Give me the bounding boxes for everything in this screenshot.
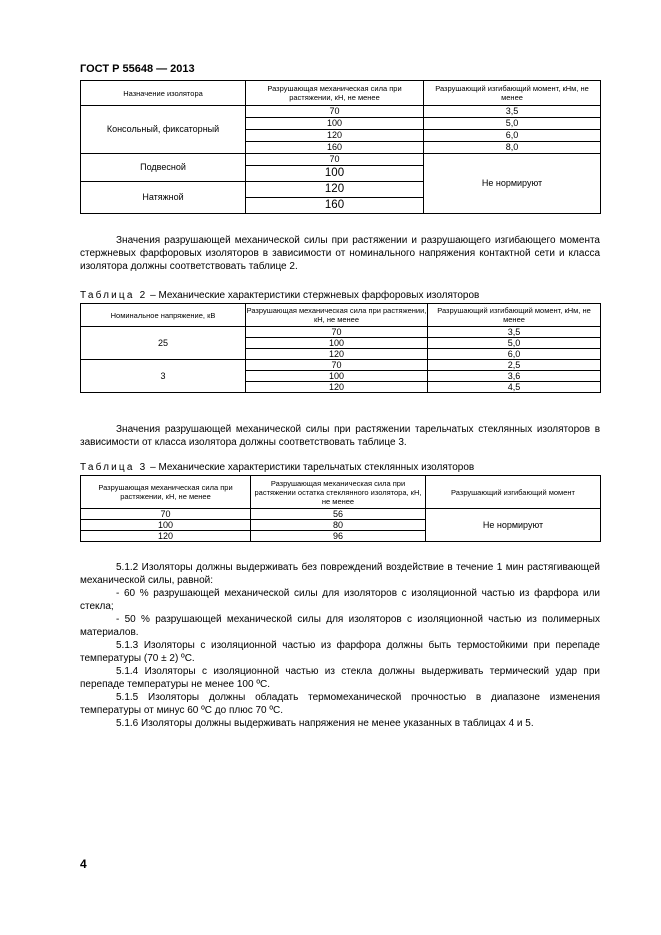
table-cell: 100	[246, 118, 424, 130]
table2-header-voltage: Номинальное напряжение, кВ	[81, 304, 246, 327]
table-cell: 80	[251, 520, 426, 531]
table3-header-residual-force: Разрушающая механическая сила при растяжении остатка стеклянного изолятора, кН, не менее	[251, 476, 426, 509]
paragraph-5-1-3: 5.1.3 Изоляторы с изоляционной частью из фарфора должны быть термостойкими при перепаде температуры (70 ± 2) ºС.	[80, 640, 600, 664]
table-cell: 5,0	[424, 118, 601, 130]
paragraph-5-1-5: 5.1.5 Изоляторы должны обладать термомеханической прочностью в диапазоне изменения температуры от минус 60 ºС до плюс 70 ºС.	[80, 692, 600, 716]
table3-caption-text: – Механические характеристики тарельчатых стеклянных изоляторов	[147, 462, 475, 473]
document-header: ГОСТ Р 55648 — 2013	[80, 63, 195, 75]
table-cell: 6,0	[424, 130, 601, 142]
table-3	[80, 475, 601, 542]
table-cell: 5,0	[428, 338, 601, 349]
paragraph-2: Значения разрушающей механической силы при растяжении тарельчатых стеклянных изоляторов в зависимости от класса изолятора должны соответствовать таблице 3.	[80, 424, 600, 448]
table-2	[80, 303, 601, 393]
table-cell: 100	[81, 520, 251, 531]
paragraph-5-1-6: 5.1.6 Изоляторы должны выдерживать напряжения не менее указанных в таблицах 4 и 5.	[116, 718, 534, 729]
paragraph-1: Значения разрушающей механической силы при растяжении и разрушающего изгибающего момента стержневых фарфоровых изоляторов в зависимости от номинального напряжения контактной сети и класса изолятора должны соответствовать таблице 2.	[80, 235, 600, 272]
table1-label-suspension: Подвесной	[81, 154, 246, 182]
table-cell: 160	[246, 198, 424, 214]
paragraph-5-1-4: 5.1.4 Изоляторы с изоляционной частью из стекла должны выдерживать термический удар при перепаде температуры не менее 100 ºС.	[80, 666, 600, 690]
table-cell: 2,5	[428, 360, 601, 371]
table3-caption-prefix: Таблица 3	[80, 462, 148, 473]
paragraph-5-1-2-item-1: - 60 % разрушающей механической силы для изоляторов с изоляционной частью из фарфора или стекла;	[80, 588, 600, 612]
table-cell: 70	[246, 154, 424, 166]
paragraph-5-1-2: 5.1.2 Изоляторы должны выдерживать без повреждений воздействие в течение 1 мин растягивающей механической силы, равной:	[80, 562, 600, 586]
paragraph-5-1-2-item-2: - 50 % разрушающей механической силы для изоляторов с изоляционной частью из полимерных материалов.	[80, 614, 600, 638]
body-section	[80, 561, 600, 730]
table1-header-moment: Разрушающий изгибающий момент, кНм, не менее	[424, 81, 601, 106]
table-cell: 70	[246, 360, 428, 371]
table-cell: 3,6	[428, 371, 601, 382]
table-1	[80, 80, 601, 214]
table2-label-3kv: 3	[81, 360, 246, 393]
table-cell: 100	[246, 166, 424, 182]
table-cell: 3,5	[428, 327, 601, 338]
table1-not-normalized: Не нормируют	[424, 154, 601, 214]
table-cell: 6,0	[428, 349, 601, 360]
table1-header-force: Разрушающая механическая сила при растяжении, кН, не менее	[246, 81, 424, 106]
table-cell: 120	[246, 182, 424, 198]
table-cell: 100	[246, 371, 428, 382]
table-cell: 70	[246, 327, 428, 338]
table2-caption-text: – Механические характеристики стержневых фарфоровых изоляторов	[147, 290, 480, 301]
table-cell: 160	[246, 142, 424, 154]
table3-caption	[80, 462, 474, 473]
table-cell: 120	[81, 531, 251, 542]
table-cell: 120	[246, 382, 428, 393]
table1-label-tension: Натяжной	[81, 182, 246, 214]
table1-label-console: Консольный, фиксаторный	[81, 106, 246, 154]
page-number: 4	[80, 857, 87, 871]
table-cell: 56	[251, 509, 426, 520]
table1-header-purpose: Назначение изолятора	[81, 81, 246, 106]
table-cell: 100	[246, 338, 428, 349]
table-cell: 70	[246, 106, 424, 118]
table2-header-force: Разрушающая механическая сила при растяжении, кН, не менее	[246, 304, 428, 327]
table-cell: 4,5	[428, 382, 601, 393]
table-cell: 70	[81, 509, 251, 520]
table3-not-normalized: Не нормируют	[426, 509, 601, 542]
table-cell: 96	[251, 531, 426, 542]
table3-header-force: Разрушающая механическая сила при растяжении, кН, не менее	[81, 476, 251, 509]
table-cell: 8,0	[424, 142, 601, 154]
table3-header-moment: Разрушающий изгибающий момент	[426, 476, 601, 509]
table2-header-moment: Разрушающий изгибающий момент, кНм, не менее	[428, 304, 601, 327]
table-cell: 120	[246, 130, 424, 142]
table2-label-25kv: 25	[81, 327, 246, 360]
table-cell: 120	[246, 349, 428, 360]
table2-caption	[80, 290, 479, 301]
table-cell: 3,5	[424, 106, 601, 118]
table2-caption-prefix: Таблица 2	[80, 290, 148, 301]
